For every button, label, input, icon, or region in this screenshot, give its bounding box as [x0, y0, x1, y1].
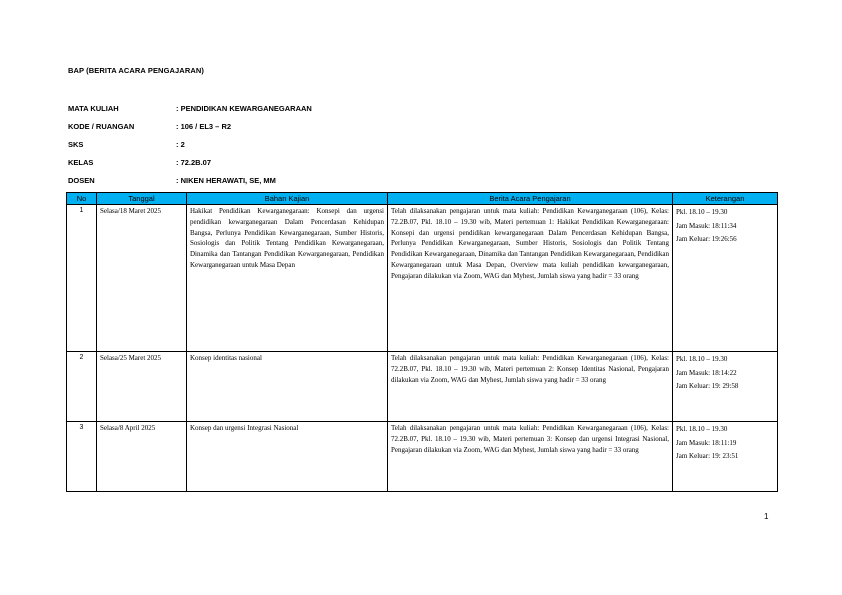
document-title: BAP (BERITA ACARA PENGAJARAN) — [68, 66, 204, 75]
cell-no: 2 — [67, 352, 97, 422]
cell-keterangan — [673, 422, 778, 492]
page-number: 1 — [764, 512, 769, 521]
meta-value: : 106 / EL3 – R2 — [176, 122, 232, 132]
meta-row-sks — [68, 136, 312, 154]
cell-berita-acara: Telah dilaksanakan pengajaran untuk mata kuliah: Pendidikan Kewarganegaraan (106), Kelas: 72.2B.07, Pkl. 18.10 – 19.30 wib, Materi pertemuan 1: Hakikat Pendidikan Kewarganegaraan: Konsepi dan urgensi pendidikan kewarganegaraan Dalam Pencerdasan Kehidupan Bangsa, Perlunya Pendidikan Kewarganegaraan, Sumber Historis, Sosiologis dan Politik Tentang Pendidikan Kewarganegaraan, Dinamika dan Tantangan Pendidikan Kewarganegaraan, Pendidikan Kewarganegaraan untuk Masa Depan, Overview mata kuliah pendidikan kewarganegaraan, Pengajaran dilakukan via Zoom, WAG dan Myhest, Jumlah siswa yang hadir = 33 orang — [388, 205, 673, 352]
header-keterangan: Keterangan — [673, 193, 778, 205]
ket-jam-masuk: Jam Masuk: 18:11:34 — [676, 221, 737, 230]
cell-no: 3 — [67, 422, 97, 492]
header-berita-acara: Berita Acara Pengajaran — [388, 193, 673, 205]
cell-bahan-kajian: Konsep dan urgensi Integrasi Nasional — [187, 422, 388, 492]
meta-value: : 2 — [176, 139, 185, 149]
table-row — [67, 422, 778, 492]
cell-berita-acara: Telah dilaksanakan pengajaran untuk mata kuliah: Pendidikan Kewarganegaraan (106), Kelas: 72.2B.07, Pkl. 18.10 – 19.30 wib, Materi pertemuan 3: Konsep dan urgensi Integrasi Nasional, Pengajaran dilakukan via Zoom, WAG dan Myhest, Jumlah siswa yang hadir = 33 orang — [388, 422, 673, 492]
meta-row-dosen — [68, 171, 312, 189]
cell-bahan-kajian: Konsep identitas nasional — [187, 352, 388, 422]
bap-table — [66, 192, 778, 492]
cell-tanggal: Selasa/8 April 2025 — [97, 422, 187, 492]
course-info — [68, 100, 312, 189]
cell-tanggal: Selasa/25 Maret 2025 — [97, 352, 187, 422]
meta-value: : NIKEN HERAWATI, SE, MM — [176, 175, 276, 185]
cell-keterangan — [673, 352, 778, 422]
ket-waktu: Pkl. 18.10 – 19.30 — [676, 425, 728, 433]
table-row — [67, 352, 778, 422]
ket-jam-keluar: Jam Keluar: 19: 23:51 — [676, 452, 739, 461]
meta-label: KODE / RUANGAN — [68, 122, 135, 132]
cell-berita-acara: Telah dilaksanakan pengajaran untuk mata kuliah: Pendidikan Kewarganegaraan (106), Kelas: 72.2B.07, Pkl. 18.10 – 19.30 wib, Materi pertemuan 2: Konsep Identitas Nasional, Pengajaran dilakukan via Zoom, WAG dan Myhest, Jumlah siswa yang hadir = 33 orang — [388, 352, 673, 422]
ket-jam-masuk: Jam Masuk: 18:14:22 — [676, 368, 737, 377]
cell-no: 1 — [67, 205, 97, 352]
ket-jam-masuk: Jam Masuk: 18:11:19 — [676, 438, 737, 447]
header-no: No — [67, 193, 97, 205]
header-tanggal: Tanggal — [97, 193, 187, 205]
table-row — [67, 205, 778, 352]
meta-label: DOSEN — [68, 175, 95, 185]
cell-bahan-kajian: Hakikat Pendidikan Kewarganegaraan: Konsepi dan urgensi pendidikan kewarganegaraan Dalam Pencerdasan Kehidupan Bangsa, Perlunya Pendidikan Kewarganegaraan, Sumber Historis, Sosiologis dan Politik Tentang Pendidikan Kewarganegaraan, Dinamika dan Tantangan Pendidikan Kewarganegaraan, Pendidikan Kewarganegaraan untuk Masa Depan — [187, 205, 388, 352]
meta-row-mata-kuliah — [68, 100, 312, 118]
meta-value: : 72.2B.07 — [176, 157, 212, 167]
table-header-row — [67, 193, 778, 205]
cell-tanggal: Selasa/18 Maret 2025 — [97, 205, 187, 352]
ket-waktu: Pkl. 18.10 – 19.30 — [676, 208, 728, 216]
meta-label: KELAS — [68, 157, 94, 167]
meta-value: : PENDIDIKAN KEWARGANEGARAAN — [176, 104, 312, 114]
meta-label: MATA KULIAH — [68, 104, 119, 114]
meta-label: SKS — [68, 139, 84, 149]
ket-waktu: Pkl. 18.10 – 19.30 — [676, 355, 728, 363]
cell-keterangan — [673, 205, 778, 352]
meta-row-kode-ruangan — [68, 118, 312, 136]
header-bahan-kajian: Bahan Kajian — [187, 193, 388, 205]
ket-jam-keluar: Jam Keluar: 19:26:56 — [676, 235, 737, 244]
ket-jam-keluar: Jam Keluar: 19: 29:58 — [676, 382, 739, 391]
meta-row-kelas — [68, 153, 312, 171]
